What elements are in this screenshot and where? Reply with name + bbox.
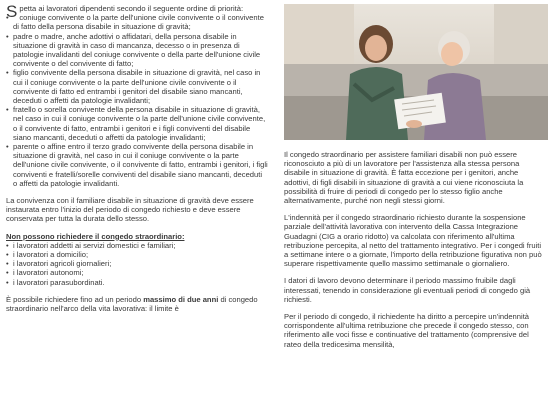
priority-list	[6, 13, 268, 188]
photo-two-women	[284, 4, 548, 140]
photo-illustration	[284, 4, 548, 140]
list-item: • i lavoratori agricoli giornalieri;	[6, 259, 268, 268]
intro-text: petta ai lavoratori dipendenti secondo il seguente ordine di priorità:	[19, 4, 244, 13]
list-item: • fratello o sorella convivente della persona disabile in situazione di gravità, nel caso in cui il coniuge convivente o la parte dell'unione civile convivente, o il convivente di fatto, entrambi i genitori e i figli conviventi del disabile siano mancanti, deceduti o affetti da patologie invalidanti;	[6, 105, 268, 142]
list-item: • parente o affine entro il terzo grado convivente della persona disabile in situazione di gravità, nel caso in cui il coniuge convivente o la parte dell'unione civile convivente, o il convivente di fatto, entrambi i genitori, i figli conviventi e fratelli/sorelle conviventi del disabile siano mancanti, deceduti o affetti da patologie invalidanti.	[6, 142, 268, 188]
list-item: • i lavoratori addetti ai servizi domestici e familiari;	[6, 241, 268, 250]
list-item: • padre o madre, anche adottivi o affidatari, della persona disabile in situazione di gravità in caso di mancanza, decesso o in presenza di patologie invalidanti del coniuge convivente o della parte dell'unione civile convivente o del convivente di fatto;	[6, 32, 268, 69]
maximum-highlight: massimo di due anni	[143, 294, 219, 304]
intro-paragraph	[6, 2, 268, 21]
list-item: • coniuge convivente o la parte dell'unione civile convivente o il convivente di fatto della persona disabile in situazione di gravità;	[6, 13, 268, 31]
right-column	[284, 150, 546, 349]
list-item: • i lavoratori a domicilio;	[6, 250, 268, 259]
list-item: • figlio convivente della persona disabile in situazione di gravità, nel caso in cui il coniuge convivente o la parte dell'unione civile convivente o il convivente di fatto ed entrambi i genitori del disabile siano mancanti, deceduti o affetti da patologie invalidanti;	[6, 68, 268, 105]
exclusions-heading: Non possono richiedere il congedo straordinario:	[6, 231, 185, 241]
employer-paragraph: I datori di lavoro devono determinare il periodo massimo fruibile dagli interessati, tenendo in considerazione gli eventuali periodi di congedo già richiesti.	[284, 276, 531, 304]
list-item: • i lavoratori parasubordinati.	[6, 278, 268, 287]
exclusions-list	[6, 241, 268, 287]
indemnity-cig-paragraph: L'indennità per il congedo straordinario richiesto durante la sospensione parziale dell'attività lavorativa con intervento della Cassa Integrazione Guadagni (CIG a orario ridotto) va calcolata con riferimento all'ultima retribuzione percepita, al netto del trattamento integrativo. Per i congedi fruiti a settimane intere o a giornate, l'importo della retribuzione figurativa non può superare rispettivamente quello massimo settimanale o giornaliero.	[284, 213, 542, 269]
indemnity-paragraph: Per il periodo di congedo, il richiedente ha diritto a percepire un'indennità corrispondente all'ultima retribuzione che precede il congedo stesso, con riferimento alle voci fisse e continuative del trattamento (comprensive del rateo della tredicesima mensilità,	[284, 312, 530, 349]
list-item: • i lavoratori autonomi;	[6, 268, 268, 277]
cohabitation-paragraph: La convivenza con il familiare disabile in situazione di gravità deve essere instaurata entro l'inizio del periodo di congedo richiesto e deve essere conservata per tutta la durata dello stesso.	[6, 196, 254, 224]
maximum-paragraph: È possibile richiedere fino ad un periodo massimo di due anni di congedo straordinario nell'arco della vita lavorativa: il limite è	[6, 294, 258, 314]
single-worker-paragraph: Il congedo straordinario per assistere familiari disabili non può essere riconosciuto a più di un lavoratore per l'assistenza alla stessa persona disabile in situazione di gravità. È fatta eccezione per i genitori, anche adottivi, di figli disabili in situazione di gravità a cui viene riconosciuta la possibilità di fruire di periodi di congedo per lo stesso figlio anche alternativamente, purché non negli stessi giorni.	[284, 150, 524, 206]
drop-cap: S	[6, 2, 18, 21]
left-column	[6, 4, 268, 313]
